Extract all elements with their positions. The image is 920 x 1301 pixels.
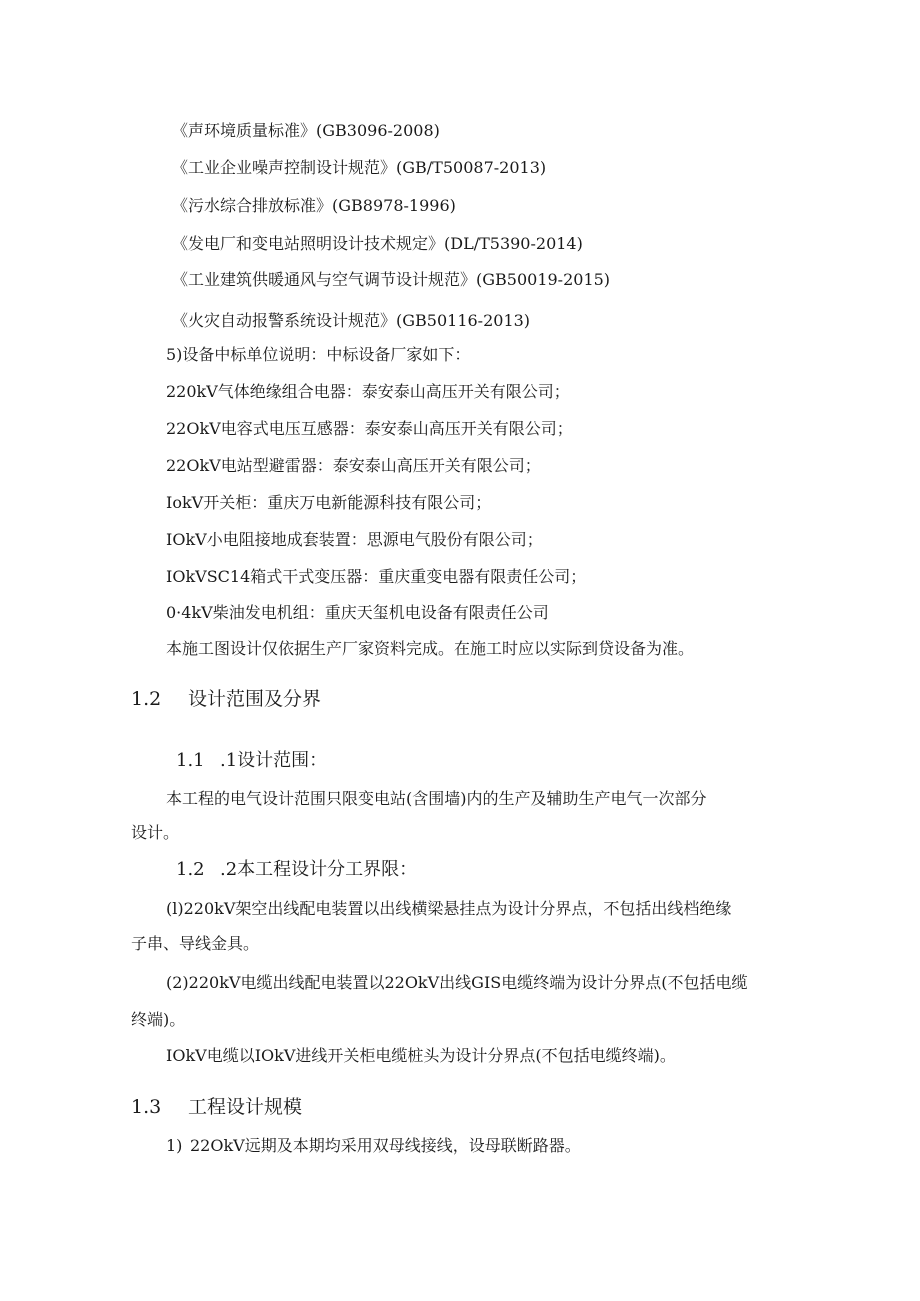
subsection-title: .2本工程设计分工界限：	[220, 859, 418, 880]
equipment-item: 22OkV电站型避雷器：泰安泰山高压开关有限公司；	[166, 456, 541, 475]
boundary-paragraph-1-cont: 子串、导线金具。	[131, 934, 260, 953]
standard-item: 《发电厂和变电站照明设计技术规定》(DL/T5390-2014)	[172, 234, 583, 253]
equipment-item: IOkVSC14箱式干式变压器：重庆重变电器有限责任公司；	[166, 567, 587, 586]
section-number: 1.2	[131, 688, 162, 710]
subsection-number: 1.2	[176, 859, 205, 880]
standard-item: 《污水综合排放标准》(GB8978-1996)	[172, 196, 456, 215]
equipment-item: IokV开关柜：重庆万电新能源科技有限公司；	[166, 493, 492, 512]
section-heading-1-2	[131, 687, 321, 711]
subsection-title: .1设计范围：	[220, 750, 328, 771]
scope-paragraph-cont: 设计。	[131, 823, 180, 842]
boundary-paragraph-2-cont: 终端)。	[131, 1010, 186, 1029]
subsection-heading-scope	[176, 750, 327, 772]
equipment-item: IOkV小电阻接地成套装置：思源电气股份有限公司；	[166, 530, 543, 549]
subsection-heading-boundary	[176, 859, 417, 881]
section-title: 设计范围及分界	[188, 688, 322, 710]
equipment-item: 220kV气体绝缘组合电器：泰安泰山高压开关有限公司；	[166, 382, 570, 401]
standard-item: 《工业企业噪声控制设计规范》(GB/T50087-2013)	[172, 158, 547, 177]
equipment-item: 0·4kV柴油发电机组：重庆天玺机电设备有限责任公司	[166, 603, 549, 622]
standard-item: 《声环境质量标准》(GB3096-2008)	[172, 121, 440, 140]
equipment-item: 22OkV电容式电压互感器：泰安泰山高压开关有限公司；	[166, 419, 573, 438]
section-number: 1.3	[131, 1096, 162, 1118]
subsection-number: 1.1	[176, 750, 205, 771]
standard-item: 《工业建筑供暖通风与空气调节设计规范》(GB50019-2015)	[172, 270, 611, 289]
section-heading-1-3	[131, 1095, 302, 1119]
boundary-paragraph-2: (2)220kV电缆出线配电装置以22OkV出线GIS电缆终端为设计分界点(不包括电缆	[166, 973, 748, 992]
standard-item: 《火灾自动报警系统设计规范》(GB50116-2013)	[172, 311, 531, 330]
boundary-paragraph-3: IOkV电缆以IOkV进线开关柜电缆桩头为设计分界点(不包括电缆终端)。	[166, 1046, 676, 1065]
boundary-paragraph-1: (l)220kV架空出线配电装置以出线横梁悬挂点为设计分界点，不包括出线档绝缘	[166, 899, 732, 918]
scale-item-text: 22OkV远期及本期均采用双母线接线，设母联断路器。	[190, 1136, 581, 1155]
scale-item-number: 1)	[166, 1136, 183, 1155]
equipment-note: 本施工图设计仅依据生产厂家资料完成。在施工时应以实际到贷设备为准。	[166, 639, 695, 658]
scope-paragraph: 本工程的电气设计范围只限变电站(含围墙)内的生产及辅助生产电气一次部分	[166, 789, 707, 808]
equipment-intro: 5)设备中标单位说明：中标设备厂家如下：	[166, 345, 471, 364]
scale-item-1	[166, 1136, 581, 1156]
section-title: 工程设计规模	[188, 1096, 303, 1118]
